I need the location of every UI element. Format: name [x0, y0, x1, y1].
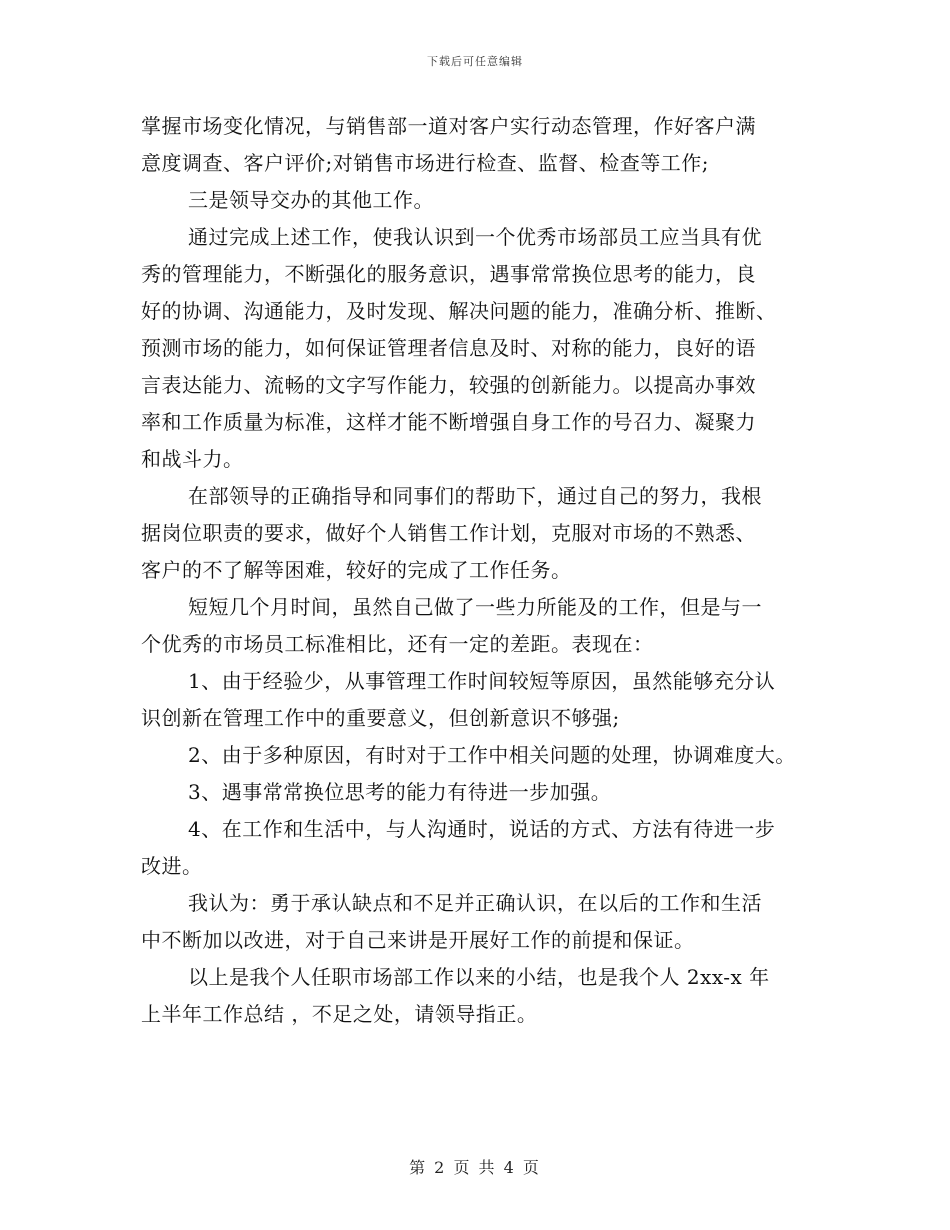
text-line: 中不断加以改进，对于自己来讲是开展好工作的前提和保证。: [141, 928, 695, 952]
text-line: 率和工作质量为标准，这样才能不断增强自身工作的号召力、凝聚力: [141, 410, 756, 434]
text-line: 意度调查、客户评价;对销售市场进行检查、监督、检查等工作;: [141, 151, 709, 175]
document-body: [141, 108, 831, 1033]
text-line: 在部领导的正确指导和同事们的帮助下，通过自己的努力，我根: [188, 484, 762, 508]
text-line: 客户的不了解等困难，较好的完成了工作任务。: [141, 558, 572, 582]
text-line: 改进。: [141, 854, 203, 878]
text-line: 和战斗力。: [141, 447, 244, 471]
text-line: 通过完成上述工作，使我认识到一个优秀市场部员工应当具有优: [188, 225, 762, 249]
text-line: 以上是我个人任职市场部工作以来的小结，也是我个人 2xx-x 年: [188, 965, 770, 989]
text-line: 3、遇事常常换位思考的能力有待进一步加强。: [188, 780, 612, 804]
text-line: 言表达能力、流畅的文字写作能力，较强的创新能力。以提高办事效: [141, 373, 756, 397]
text-line: 预测市场的能力，如何保证管理者信息及时、对称的能力，良好的语: [141, 336, 756, 360]
text-line: 好的协调、沟通能力，及时发现、解决问题的能力，准确分析、推断、: [141, 299, 777, 323]
text-line: 掌握市场变化情况，与销售部一道对客户实行动态管理，作好客户满: [141, 114, 756, 138]
text-line: 秀的管理能力，不断强化的服务意识，遇事常常换位思考的能力，良: [141, 262, 756, 286]
text-line: 1、由于经验少，从事管理工作时间较短等原因，虽然能够充分认: [188, 669, 776, 693]
text-line: 据岗位职责的要求，做好个人销售工作计划，克服对市场的不熟悉、: [141, 521, 756, 545]
text-line: 短短几个月时间，虽然自己做了一些力所能及的工作，但是与一: [188, 595, 762, 619]
text-line: 个优秀的市场员工标准相比，还有一定的差距。表现在：: [141, 632, 654, 656]
page-header: 下载后可任意编辑: [427, 55, 523, 68]
text-line: 上半年工作总结 ，不足之处，请领导指正。: [141, 1002, 538, 1026]
text-line: 识创新在管理工作中的重要意义，但创新意识不够强;: [141, 706, 620, 730]
text-line: 三是领导交办的其他工作。: [188, 188, 434, 212]
text-line: 2、由于多种原因，有时对于工作中相关问题的处理，协调难度大。: [188, 743, 796, 767]
text-line: 4、在工作和生活中，与人沟通时，说话的方式、方法有待进一步: [188, 817, 776, 841]
text-line: 我认为：勇于承认缺点和不足并正确认识，在以后的工作和生活: [188, 891, 762, 915]
page-footer: 第 2 页 共 4 页: [409, 1158, 541, 1177]
